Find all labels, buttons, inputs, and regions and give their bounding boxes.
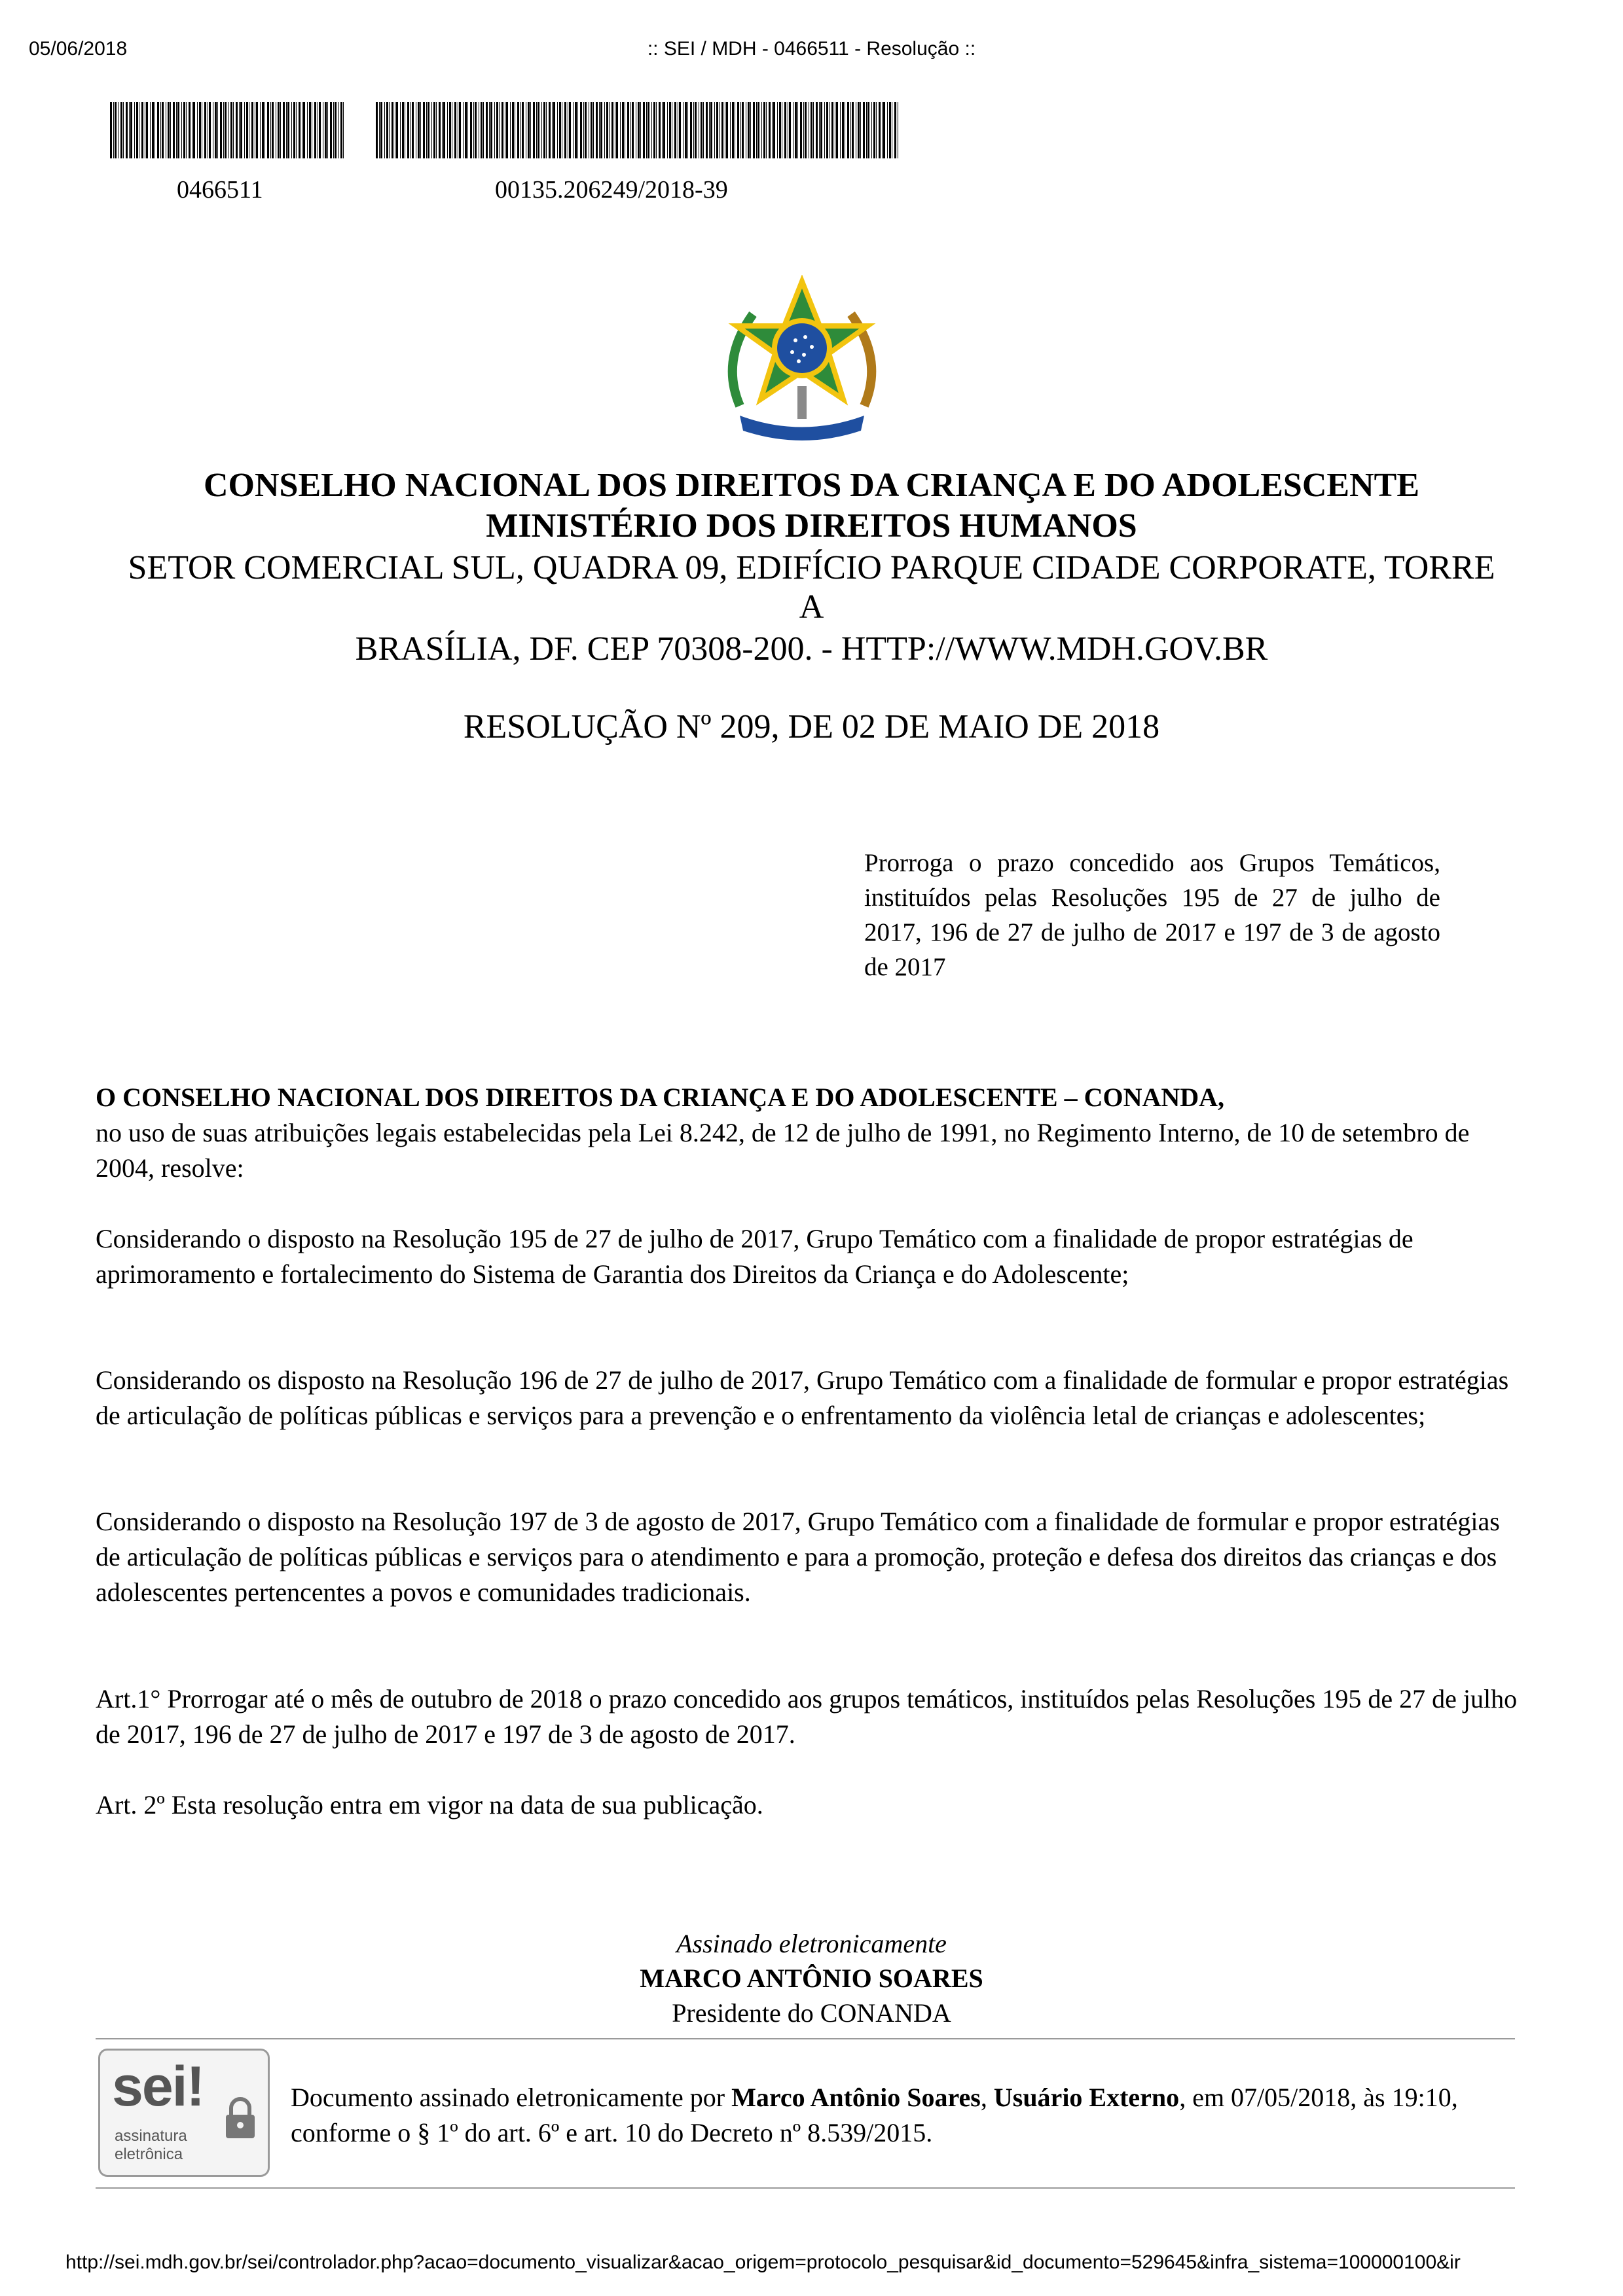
barcode-bar xyxy=(703,102,704,158)
preamble-paragraph xyxy=(96,1080,1529,1186)
barcode-bar xyxy=(512,102,514,158)
barcode-bar xyxy=(777,102,778,158)
barcode-bar xyxy=(386,102,388,158)
barcode-bar xyxy=(643,102,645,158)
barcode-bar xyxy=(246,102,248,158)
barcode-bar xyxy=(871,102,872,158)
barcode-bar xyxy=(436,102,437,158)
barcode-bar xyxy=(291,102,292,158)
barcode-bar xyxy=(528,102,530,158)
barcode-bar xyxy=(325,102,327,158)
barcode-bar xyxy=(580,102,582,158)
barcode-bar xyxy=(168,102,170,158)
barcode-bar xyxy=(773,102,775,158)
address-line-3: BRASÍLIA, DF. CEP 70308-200. - HTTP://WWW.MDH.GOV.BR xyxy=(355,630,1268,668)
barcode-bar xyxy=(126,102,128,158)
barcode-bar xyxy=(753,102,755,158)
barcode-bar xyxy=(170,102,171,158)
barcode-bar xyxy=(709,102,710,158)
barcode-bar xyxy=(400,102,401,158)
barcode-bar xyxy=(876,102,877,158)
barcode-bar xyxy=(220,102,222,158)
barcode-bar xyxy=(141,102,143,158)
barcode-bar xyxy=(748,102,750,158)
barcode-bar xyxy=(423,102,425,158)
barcode-bar xyxy=(559,102,561,158)
barcode-bar xyxy=(569,102,571,158)
barcode-bar xyxy=(296,102,297,158)
article-2: Art. 2º Esta resolução entra em vigor na data de sua publicação. xyxy=(96,1790,763,1820)
barcode-bar xyxy=(176,102,177,158)
barcode-bar xyxy=(217,102,218,158)
barcode-bar xyxy=(136,102,138,158)
sei-logo-word: sei! xyxy=(112,2055,204,2118)
barcode-bar xyxy=(319,102,321,158)
barcode-bar xyxy=(496,102,498,158)
barcode-bar xyxy=(380,102,382,158)
barcode-bar xyxy=(659,102,661,158)
barcode-bar xyxy=(173,102,175,158)
barcode-bar xyxy=(228,102,229,158)
barcode-bar xyxy=(420,102,421,158)
barcode-bar xyxy=(392,102,393,158)
barcode-bar xyxy=(847,102,849,158)
barcode-bar xyxy=(609,102,610,158)
barcode-bar xyxy=(721,102,723,158)
barcode-bar xyxy=(726,102,728,158)
barcode-bar xyxy=(459,102,461,158)
barcode-bar xyxy=(402,102,404,158)
barcode-bar xyxy=(157,102,159,158)
barcode-bar xyxy=(343,102,344,158)
barcode-bar xyxy=(789,102,791,158)
process-barcode xyxy=(376,102,898,158)
barcode-bar xyxy=(223,102,224,158)
resolution-summary: Prorroga o prazo concedido aos Grupos Temáticos, instituídos pelas Resoluções 195 de 27 de julho de 2017, 196 de 27 de julho de 2017 e 197 de 3 de agosto de 2017 xyxy=(864,849,1440,981)
barcode-bar xyxy=(327,102,328,158)
barcode-bar xyxy=(447,102,448,158)
barcode-bar xyxy=(549,102,551,158)
barcode-bar xyxy=(714,102,715,158)
barcode-bar xyxy=(449,102,451,158)
divider-bottom xyxy=(96,2187,1515,2189)
barcode-bar xyxy=(183,102,185,158)
barcode-bar xyxy=(552,102,553,158)
barcode-bar xyxy=(784,102,786,158)
barcode-bar xyxy=(866,102,867,158)
barcode-bar xyxy=(795,102,797,158)
barcode-bar xyxy=(483,102,484,158)
council-name: CONSELHO NACIONAL DOS DIREITOS DA CRIANÇA E DO ADOLESCENTE xyxy=(203,467,1420,504)
barcode-bar xyxy=(396,102,398,158)
barcode-bar xyxy=(737,102,739,158)
barcode-bar xyxy=(757,102,759,158)
barcode-bar xyxy=(679,102,681,158)
barcode-bar xyxy=(620,102,621,158)
resolution-title: RESOLUÇÃO Nº 209, DE 02 DE MAIO DE 2018 xyxy=(463,708,1160,745)
sei-logo-line-1: assinatura xyxy=(115,2127,187,2145)
barcode-bar xyxy=(577,102,578,158)
barcode-bar xyxy=(805,102,807,158)
barcode-bar xyxy=(611,102,613,158)
barcode-bar xyxy=(489,102,490,158)
signature-text-prefix: Documento assinado eletronicamente por xyxy=(291,2083,732,2112)
barcode-bar xyxy=(177,102,179,158)
signer-role: Presidente do CONANDA xyxy=(672,1998,951,2028)
signature-text-suffix: , em 07/05/2018, às 19:10, conforme o § 1º do art. 6º e art. 10 do Decreto nº 8.539/2015. xyxy=(291,2083,1458,2147)
barcode-bar xyxy=(829,102,830,158)
barcode-bar xyxy=(593,102,594,158)
barcode-bar xyxy=(442,102,443,158)
barcode-bar xyxy=(740,102,741,158)
barcode-bar xyxy=(662,102,663,158)
barcode-bar xyxy=(186,102,187,158)
barcode-bar xyxy=(706,102,708,158)
barcode-bar xyxy=(632,102,634,158)
document-number: 0466511 xyxy=(177,176,263,204)
barcode-bar xyxy=(693,102,694,158)
barcode-bar xyxy=(651,102,652,158)
barcode-bar xyxy=(283,102,285,158)
barcode-bar xyxy=(307,102,308,158)
considerando-paragraph-2: Considerando os disposto na Resolução 196 de 27 de julho de 2017, Grupo Temático com a finalidade de formular e propor estratégias de articulação de políticas públicas e serviços para a prevenção e o enfrentamento da violência letal de crianças e adolescentes; xyxy=(96,1365,1509,1430)
signer-name: MARCO ANTÔNIO SOARES xyxy=(640,1964,983,1993)
electronic-signature-statement xyxy=(291,2080,1522,2151)
barcode-bar xyxy=(467,102,468,158)
barcode-bar xyxy=(756,102,757,158)
barcode-bar xyxy=(863,102,865,158)
barcode-bar xyxy=(538,102,539,158)
barcode-bar xyxy=(769,102,771,158)
coat-of-arms-emblem xyxy=(714,275,890,452)
barcode-bar xyxy=(236,102,238,158)
barcode-bar xyxy=(867,102,869,158)
barcode-bar xyxy=(800,102,802,158)
barcode-bar xyxy=(333,102,334,158)
barcode-bar xyxy=(181,102,182,158)
barcode-bar xyxy=(719,102,720,158)
barcode-bar xyxy=(889,102,891,158)
barcode-bar xyxy=(557,102,558,158)
barcode-bar xyxy=(486,102,488,158)
barcode-bar xyxy=(260,102,261,158)
barcode-bar xyxy=(647,102,649,158)
barcode-bar xyxy=(240,102,242,158)
barcode-bar xyxy=(840,102,841,158)
barcode-bar xyxy=(811,102,812,158)
barcode-bar xyxy=(225,102,227,158)
barcode-bar xyxy=(779,102,781,158)
barcode-bar xyxy=(761,102,762,158)
barcode-bar xyxy=(428,102,429,158)
barcode-bar xyxy=(418,102,420,158)
barcode-bar xyxy=(836,102,838,158)
document-barcode xyxy=(110,102,347,158)
barcode-bar xyxy=(701,102,702,158)
barcode-bar xyxy=(710,102,712,158)
barcode-bar xyxy=(742,102,744,158)
barcode-bar xyxy=(517,102,519,158)
barcode-bar xyxy=(431,102,432,158)
barcode-bar xyxy=(653,102,655,158)
barcode-bar xyxy=(309,102,311,158)
barcode-bar xyxy=(667,102,668,158)
barcode-bar xyxy=(303,102,305,158)
barcode-bar xyxy=(687,102,688,158)
barcode-bar xyxy=(439,102,441,158)
signature-signer-name: Marco Antônio Soares xyxy=(731,2083,981,2112)
barcode-bar xyxy=(233,102,234,158)
considerando-paragraph-1: Considerando o disposto na Resolução 195 de 27 de julho de 2017, Grupo Temático com a finalidade de propor estratégias de aprimoramento e fortalecimento do Sistema de Garantia dos Direitos da Criança e do Adolescente; xyxy=(96,1224,1413,1289)
barcode-bar xyxy=(501,102,503,158)
barcode-bar xyxy=(465,102,467,158)
barcode-bar xyxy=(627,102,629,158)
barcode-bar xyxy=(616,102,618,158)
barcode-bar xyxy=(267,102,269,158)
signature-user-type: Usuário Externo xyxy=(993,2083,1180,2112)
barcode-bar xyxy=(522,102,524,158)
barcode-bar xyxy=(376,102,378,158)
barcode-bar xyxy=(685,102,687,158)
barcode-bar xyxy=(640,102,641,158)
barcode-bar xyxy=(262,102,264,158)
barcode-bar xyxy=(690,102,692,158)
sei-signature-logo xyxy=(98,2049,270,2177)
barcode-bar xyxy=(575,102,577,158)
barcode-bar xyxy=(280,102,281,158)
barcode-bar xyxy=(244,102,245,158)
barcode-bar xyxy=(272,102,274,158)
barcode-bar xyxy=(506,102,508,158)
barcode-bar xyxy=(123,102,124,158)
barcode-bar xyxy=(536,102,537,158)
barcode-bar xyxy=(426,102,427,158)
barcode-bar xyxy=(110,102,112,158)
barcode-bar xyxy=(475,102,477,158)
barcode-bar xyxy=(824,102,825,158)
barcode-bar xyxy=(604,102,605,158)
divider-top xyxy=(96,2038,1515,2039)
barcode-bar xyxy=(384,102,385,158)
barcode-bar xyxy=(663,102,665,158)
barcode-bar xyxy=(564,102,566,158)
barcode-bar xyxy=(473,102,474,158)
barcode-bar xyxy=(541,102,542,158)
barcode-bar xyxy=(454,102,456,158)
barcode-bar xyxy=(389,102,390,158)
barcode-bar xyxy=(490,102,492,158)
lock-icon xyxy=(222,2095,259,2141)
barcode-bar xyxy=(530,102,531,158)
barcode-bar xyxy=(286,102,287,158)
barcode-bar xyxy=(819,102,820,158)
barcode-bar xyxy=(730,102,731,158)
barcode-bar xyxy=(585,102,587,158)
barcode-bar xyxy=(732,102,734,158)
barcode-bar xyxy=(816,102,818,158)
barcode-bar xyxy=(766,102,767,158)
barcode-bar xyxy=(573,102,574,158)
barcode-bar xyxy=(873,102,875,158)
barcode-bar xyxy=(831,102,833,158)
barcode-bar xyxy=(520,102,521,158)
barcode-bar xyxy=(553,102,555,158)
address-line-1: SETOR COMERCIAL SUL, QUADRA 09, EDIFÍCIO PARQUE CIDADE CORPORATE, TORRE xyxy=(128,549,1495,586)
barcode-bar xyxy=(622,102,624,158)
barcode-bar xyxy=(883,102,885,158)
barcode-bar xyxy=(695,102,697,158)
barcode-bar xyxy=(879,102,881,158)
barcode-bar xyxy=(407,102,409,158)
barcode-bar xyxy=(826,102,828,158)
barcode-bar xyxy=(115,102,117,158)
barcode-bar xyxy=(433,102,435,158)
barcode-bar xyxy=(656,102,657,158)
barcode-bar xyxy=(230,102,232,158)
barcode-bar xyxy=(189,102,191,158)
signature-comma: , xyxy=(980,2083,994,2112)
barcode-bar xyxy=(338,102,339,158)
barcode-bar xyxy=(239,102,240,158)
address-line-2: A xyxy=(799,588,824,626)
barcode-bar xyxy=(583,102,584,158)
barcode-bar xyxy=(146,102,148,158)
barcode-bar xyxy=(646,102,647,158)
barcode-bar xyxy=(591,102,593,158)
barcode-bar xyxy=(772,102,773,158)
barcode-bar xyxy=(197,102,198,158)
barcode-bar xyxy=(129,102,130,158)
barcode-bar xyxy=(204,102,206,158)
barcode-bar xyxy=(638,102,640,158)
barcode-bar xyxy=(750,102,751,158)
sei-logo-line-2: eletrônica xyxy=(115,2145,183,2163)
barcode-bar xyxy=(546,102,547,158)
considerando-paragraph-3: Considerando o disposto na Resolução 197 de 3 de agosto de 2017, Grupo Temático com a finalidade de formular e propor estratégias de articulação de políticas públicas e serviços para o atendimento e para a promoção, proteção e defesa dos direitos das crianças e dos adolescentes pertencentes a povos e comunidades tradicionais. xyxy=(96,1507,1500,1607)
barcode-bar xyxy=(494,102,495,158)
barcode-bar xyxy=(256,102,258,158)
barcode-bar xyxy=(470,102,472,158)
barcode-bar xyxy=(251,102,253,158)
barcode-bar xyxy=(510,102,511,158)
barcode-bar xyxy=(412,102,414,158)
process-number: 00135.206249/2018-39 xyxy=(495,176,728,204)
barcode-bar xyxy=(199,102,201,158)
preamble-text: no uso de suas atribuições legais estabelecidas pela Lei 8.242, de 12 de julho de 1991, no Regimento Interno, de 10 de setembro de 2004, resolve: xyxy=(96,1118,1470,1183)
emblem-blue-disc xyxy=(777,323,827,373)
barcode-bar xyxy=(669,102,671,158)
barcode-bar xyxy=(120,102,122,158)
barcode-bar xyxy=(410,102,411,158)
barcode-bar xyxy=(264,102,265,158)
barcode-bar xyxy=(278,102,280,158)
emblem-ribbon xyxy=(740,416,864,440)
barcode-bar xyxy=(193,102,195,158)
barcode-bar xyxy=(330,102,332,158)
print-footer-url: http://sei.mdh.gov.br/sei/controlador.php?acao=documento_visualizar&acao_origem=protocolo_pesquisar&id_documento=529645&infra_sistema=100000100&ir xyxy=(65,2251,1461,2273)
barcode-bar xyxy=(134,102,135,158)
print-page-title: :: SEI / MDH - 0466511 - Resolução :: xyxy=(647,38,976,60)
barcode-bar xyxy=(463,102,464,158)
barcode-bar xyxy=(606,102,608,158)
barcode-bar xyxy=(299,102,301,158)
barcode-bar xyxy=(340,102,342,158)
barcode-bar xyxy=(813,102,814,158)
barcode-bar xyxy=(533,102,535,158)
barcode-bar xyxy=(215,102,217,158)
barcode-bar xyxy=(162,102,164,158)
barcode-bar xyxy=(543,102,545,158)
barcode-bar xyxy=(797,102,798,158)
article-1: Art.1° Prorrogar até o mês de outubro de 2018 o prazo concedido aos grupos temáticos, instituídos pelas Resoluções 195 de 27 de julho de 2017, 196 de 27 de julho de 2017 e 197 de 3 de agosto de 2017. xyxy=(96,1684,1518,1749)
barcode-bar xyxy=(335,102,337,158)
print-date: 05/06/2018 xyxy=(29,38,128,60)
barcode-bar xyxy=(850,102,851,158)
barcode-bar xyxy=(600,102,602,158)
preamble-council-name: O CONSELHO NACIONAL DOS DIREITOS DA CRIANÇA E DO ADOLESCENTE – CONANDA, xyxy=(96,1083,1225,1112)
barcode-bar xyxy=(683,102,684,158)
barcode-bar xyxy=(803,102,804,158)
barcode-bar xyxy=(596,102,598,158)
barcode-bar xyxy=(852,102,854,158)
barcode-bar xyxy=(630,102,631,158)
barcode-bar xyxy=(887,102,888,158)
barcode-bar xyxy=(443,102,445,158)
barcode-bar xyxy=(716,102,718,158)
barcode-bar xyxy=(293,102,295,158)
barcode-bar xyxy=(599,102,600,158)
barcode-bar xyxy=(314,102,316,158)
barcode-bar xyxy=(894,102,896,158)
barcode-bar xyxy=(842,102,844,158)
barcode-bar xyxy=(152,102,154,158)
barcode-bar xyxy=(858,102,860,158)
barcode-bar xyxy=(209,102,211,158)
barcode-bar xyxy=(160,102,161,158)
barcode-bar xyxy=(882,102,883,158)
barcode-bar xyxy=(113,102,114,158)
barcode-bar xyxy=(820,102,822,158)
barcode-bar xyxy=(130,102,132,158)
barcode-bar xyxy=(287,102,289,158)
barcode-bar xyxy=(499,102,500,158)
barcode-bar xyxy=(481,102,483,158)
barcode-bar xyxy=(379,102,380,158)
barcode-bar xyxy=(150,102,151,158)
barcode-bar xyxy=(270,102,271,158)
signed-electronically-label: Assinado eletronicamente xyxy=(676,1929,947,1958)
barcode-bar xyxy=(860,102,861,158)
ministry-name: MINISTÉRIO DOS DIREITOS HUMANOS xyxy=(486,507,1137,545)
barcode-bar xyxy=(763,102,765,158)
barcode-bar xyxy=(674,102,676,158)
